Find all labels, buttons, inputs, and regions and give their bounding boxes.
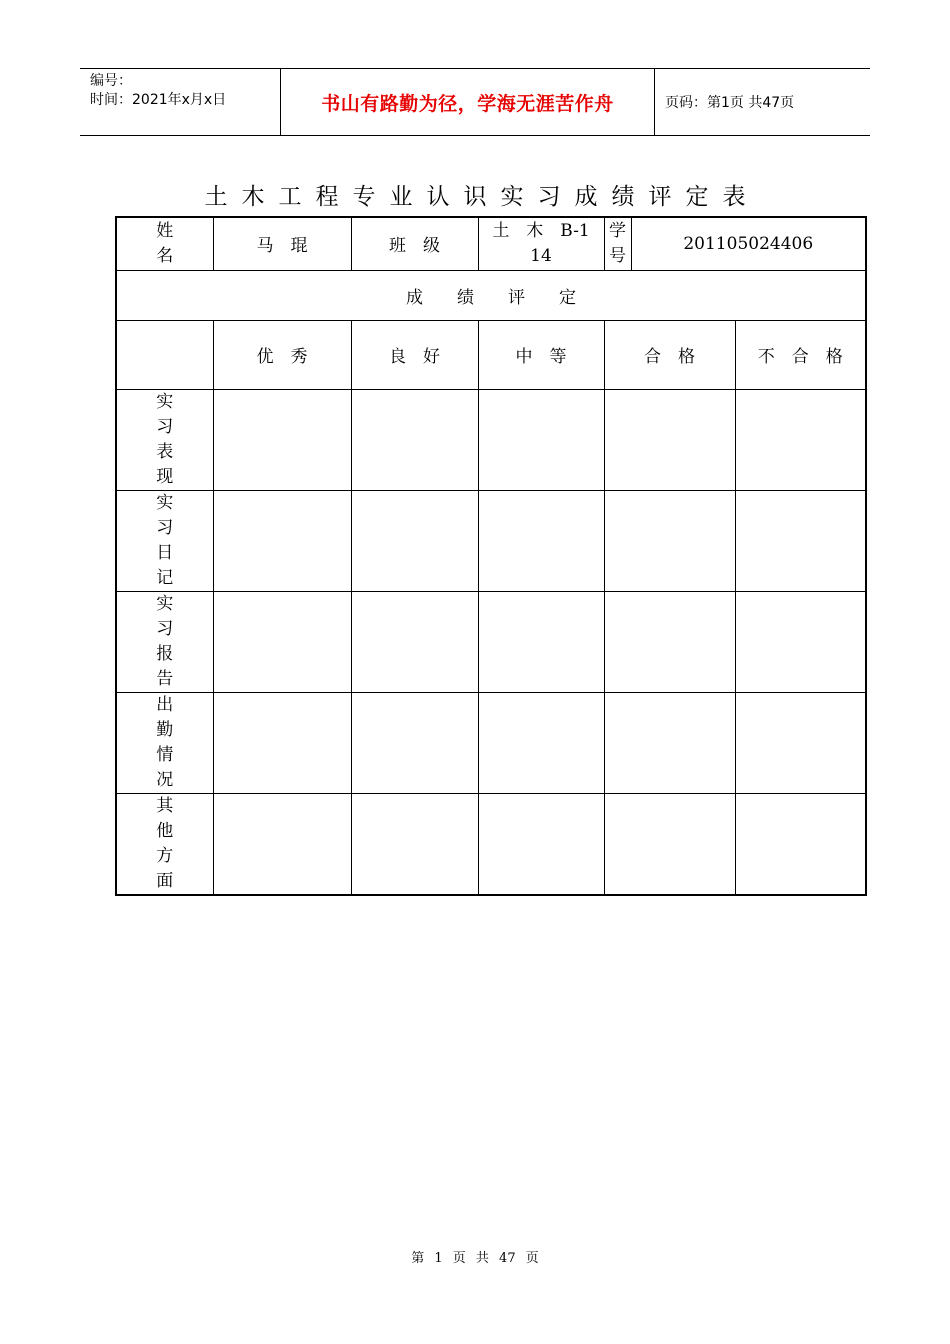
number-label: 编号：: [90, 73, 132, 89]
score-cell: [213, 389, 351, 490]
header-motto-cell: [281, 69, 655, 135]
category-label-performance: [116, 389, 213, 490]
score-cell: [735, 490, 866, 591]
label-char: 表: [156, 441, 174, 462]
label-char: 出: [156, 694, 174, 715]
corner-cell: [116, 320, 213, 389]
score-cell: [351, 591, 478, 692]
page-header: [80, 68, 870, 136]
grade-table: [115, 216, 867, 896]
class-value-cell: [478, 217, 604, 270]
label-char: 勤: [156, 719, 174, 740]
label-char: 其: [156, 795, 174, 816]
score-cell: [735, 793, 866, 895]
label-char: 实: [156, 593, 174, 614]
name-label: 姓名: [156, 220, 174, 266]
name-label-cell: [116, 217, 213, 270]
label-char: 记: [156, 567, 174, 588]
category-label-report: [116, 591, 213, 692]
label-char: 日: [156, 542, 174, 563]
score-cell: [735, 389, 866, 490]
class-value: 土 木 B-114: [492, 220, 590, 266]
score-cell: [478, 793, 604, 895]
category-row: [116, 490, 866, 591]
grade-pass: 合 格: [604, 320, 735, 389]
score-cell: [351, 793, 478, 895]
category-row: [116, 793, 866, 895]
id-label-cell: [604, 217, 631, 270]
id-label: 学号: [609, 220, 626, 266]
label-char: 他: [156, 820, 174, 841]
score-cell: [351, 389, 478, 490]
label-char: 实: [156, 492, 174, 513]
section-title: 成 绩 评 定: [116, 270, 866, 320]
section-row: [116, 270, 866, 320]
score-cell: [351, 490, 478, 591]
score-cell: [213, 692, 351, 793]
grade-fail: 不 合 格: [735, 320, 866, 389]
score-cell: [478, 490, 604, 591]
page-footer: 第 1 页 共 47 页: [411, 1251, 539, 1266]
grade-good: 良 好: [351, 320, 478, 389]
category-row: [116, 389, 866, 490]
score-cell: [604, 692, 735, 793]
category-label-diary: [116, 490, 213, 591]
label-char: 方: [156, 845, 174, 866]
score-cell: [478, 692, 604, 793]
score-cell: [478, 389, 604, 490]
grade-medium: 中 等: [478, 320, 604, 389]
score-cell: [604, 793, 735, 895]
page-info: 页码：第1页 共47页: [665, 95, 795, 111]
header-meta: [80, 69, 281, 135]
label-char: 况: [156, 769, 174, 790]
score-cell: [478, 591, 604, 692]
category-label-attendance: [116, 692, 213, 793]
label-char: 情: [156, 744, 174, 765]
score-cell: [213, 591, 351, 692]
label-char: 面: [156, 870, 174, 891]
info-row: [116, 217, 866, 270]
score-cell: [735, 591, 866, 692]
grade-excellent: 优 秀: [213, 320, 351, 389]
category-label-other: [116, 793, 213, 895]
score-cell: [213, 490, 351, 591]
class-label: 班 级: [351, 217, 478, 270]
label-char: 现: [156, 466, 174, 487]
score-cell: [604, 490, 735, 591]
score-cell: [351, 692, 478, 793]
label-char: 习: [156, 416, 174, 437]
label-char: 习: [156, 517, 174, 538]
score-cell: [735, 692, 866, 793]
label-char: 实: [156, 391, 174, 412]
id-value: 201105024406: [631, 217, 866, 270]
score-cell: [604, 389, 735, 490]
score-cell: [213, 793, 351, 895]
label-char: 告: [156, 668, 174, 689]
grade-header-row: [116, 320, 866, 389]
score-cell: [604, 591, 735, 692]
category-row: [116, 591, 866, 692]
label-char: 报: [156, 643, 174, 664]
label-char: 习: [156, 618, 174, 639]
category-row: [116, 692, 866, 793]
time-label: 时间：2021年x月x日: [90, 92, 227, 108]
name-value: 马 琨: [213, 217, 351, 270]
document-title: 土木工程专业认识实习成绩评定表: [204, 184, 760, 210]
motto-text: 书山有路勤为径，学海无涯苦作舟: [321, 92, 614, 115]
